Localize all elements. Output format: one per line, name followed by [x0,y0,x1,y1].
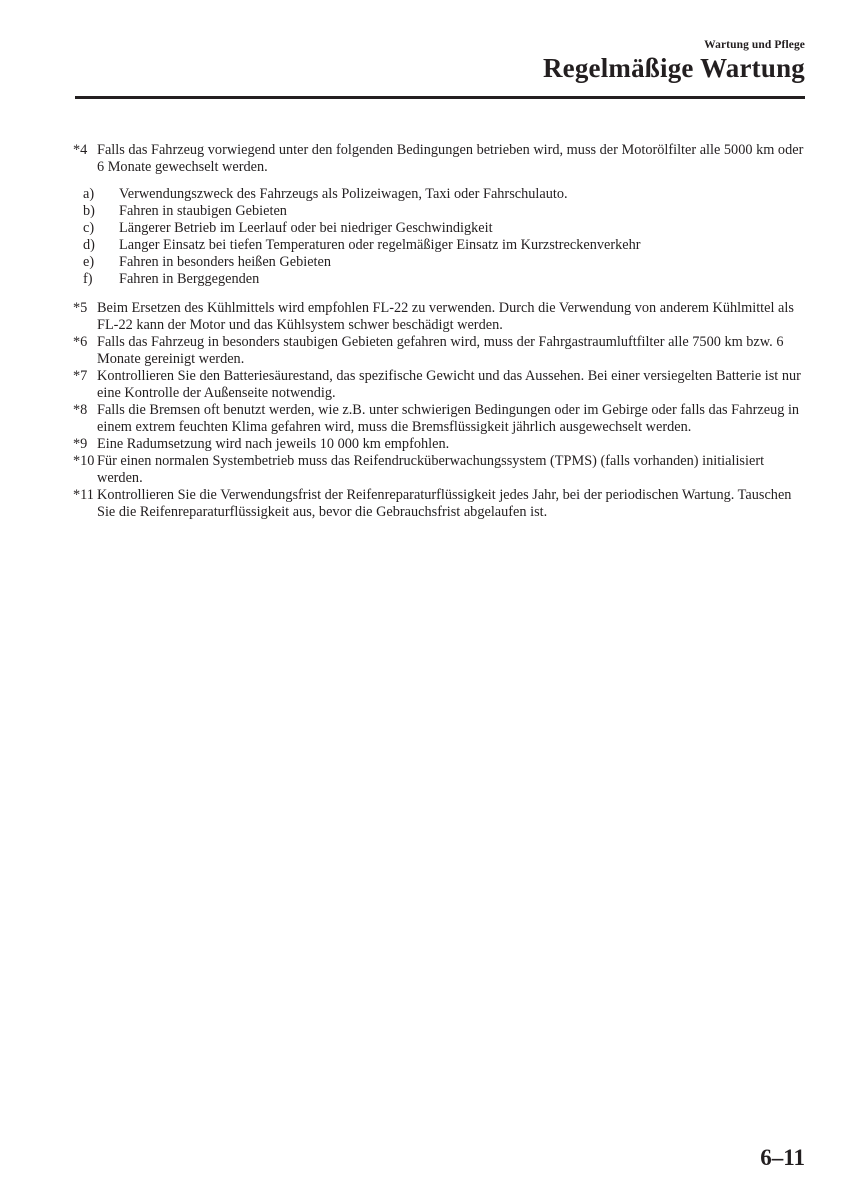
note-text: Beim Ersetzen des Kühlmittels wird empfohlen FL-22 zu verwenden. Durch die Verwendung von anderem Kühlmittel als FL-22 kann der Motor und das Kühlsystem schwer beschädigt werden. [97,300,794,333]
list-text: Langer Einsatz bei tiefen Temperaturen oder regelmäßiger Einsatz im Kurzstreckenverkehr [119,237,641,253]
note-text: Falls die Bremsen oft benutzt werden, wie z.B. unter schwierigen Bedingungen oder im Gebirge oder falls das Fahrzeug in einem extrem feuchten Klima gefahren wird, muss die Bremsflüssigkeit jährlich ausgewechselt werden. [97,402,800,435]
page-title: Regelmäßige Wartung [542,53,805,83]
list-item [73,254,808,271]
note-marker: *9 [73,436,88,452]
list-marker: e) [83,254,95,270]
note-8 [73,402,808,436]
list-marker: c) [83,220,95,236]
note-9 [73,436,808,453]
note-text: Falls das Fahrzeug in besonders staubigen Gebieten gefahren wird, muss der Fahrgastraumluftfilter alle 7500 km bzw. 6 Monate gereinigt werden. [97,334,784,367]
note-4 [73,142,808,176]
note-marker: *11 [73,487,94,503]
title-rule [75,96,805,99]
list-marker: f) [83,271,93,287]
list-text: Fahren in besonders heißen Gebieten [119,254,332,270]
note-5 [73,300,808,334]
note-text: Eine Radumsetzung wird nach jeweils 10 000 km empfohlen. [97,436,450,452]
notes-list [73,142,808,521]
list-marker: b) [83,203,95,219]
note-marker: *7 [73,368,88,384]
list-text: Fahren in staubigen Gebieten [119,203,287,219]
note-text: Für einen normalen Systembetrieb muss das Reifendrucküberwachungssystem (TPMS) (falls vorhanden) initialisiert werden. [97,453,765,486]
list-item [73,186,808,203]
list-text: Fahren in Berggegenden [119,271,260,287]
section-label: Wartung und Pflege [704,39,805,51]
list-item [73,271,808,288]
note-10 [73,453,808,487]
note-7 [73,368,808,402]
note-marker: *6 [73,334,88,350]
page-number: 6–11 [760,1145,805,1170]
note-marker: *10 [73,453,95,469]
note-marker: *5 [73,300,88,316]
list-text: Längerer Betrieb im Leerlauf oder bei niedriger Geschwindigkeit [119,220,493,236]
note-marker: *4 [73,142,88,158]
list-item [73,237,808,254]
note-6 [73,334,808,368]
list-item [73,203,808,220]
note-text: Kontrollieren Sie den Batteriesäurestand, das spezifische Gewicht und das Aussehen. Bei einer versiegelten Batterie ist nur eine Kontrolle der Außenseite notwendig. [97,368,801,401]
note-text: Falls das Fahrzeug vorwiegend unter den folgenden Bedingungen betrieben wird, muss der Motorölfilter alle 5000 km oder 6 Monate gewechselt werden. [97,142,804,175]
note-text: Kontrollieren Sie die Verwendungsfrist der Reifenreparaturflüssigkeit jedes Jahr, bei der periodischen Wartung. Tauschen Sie die Reifenreparaturflüssigkeit aus, bevor die Gebrauchsfrist abgelaufen ist. [97,487,792,520]
note-marker: *8 [73,402,88,418]
condition-list [73,186,808,288]
list-text: Verwendungszweck des Fahrzeugs als Polizeiwagen, Taxi oder Fahrschulauto. [119,186,568,202]
note-11 [73,487,808,521]
list-item [73,220,808,237]
list-marker: a) [83,186,95,202]
list-marker: d) [83,237,95,253]
